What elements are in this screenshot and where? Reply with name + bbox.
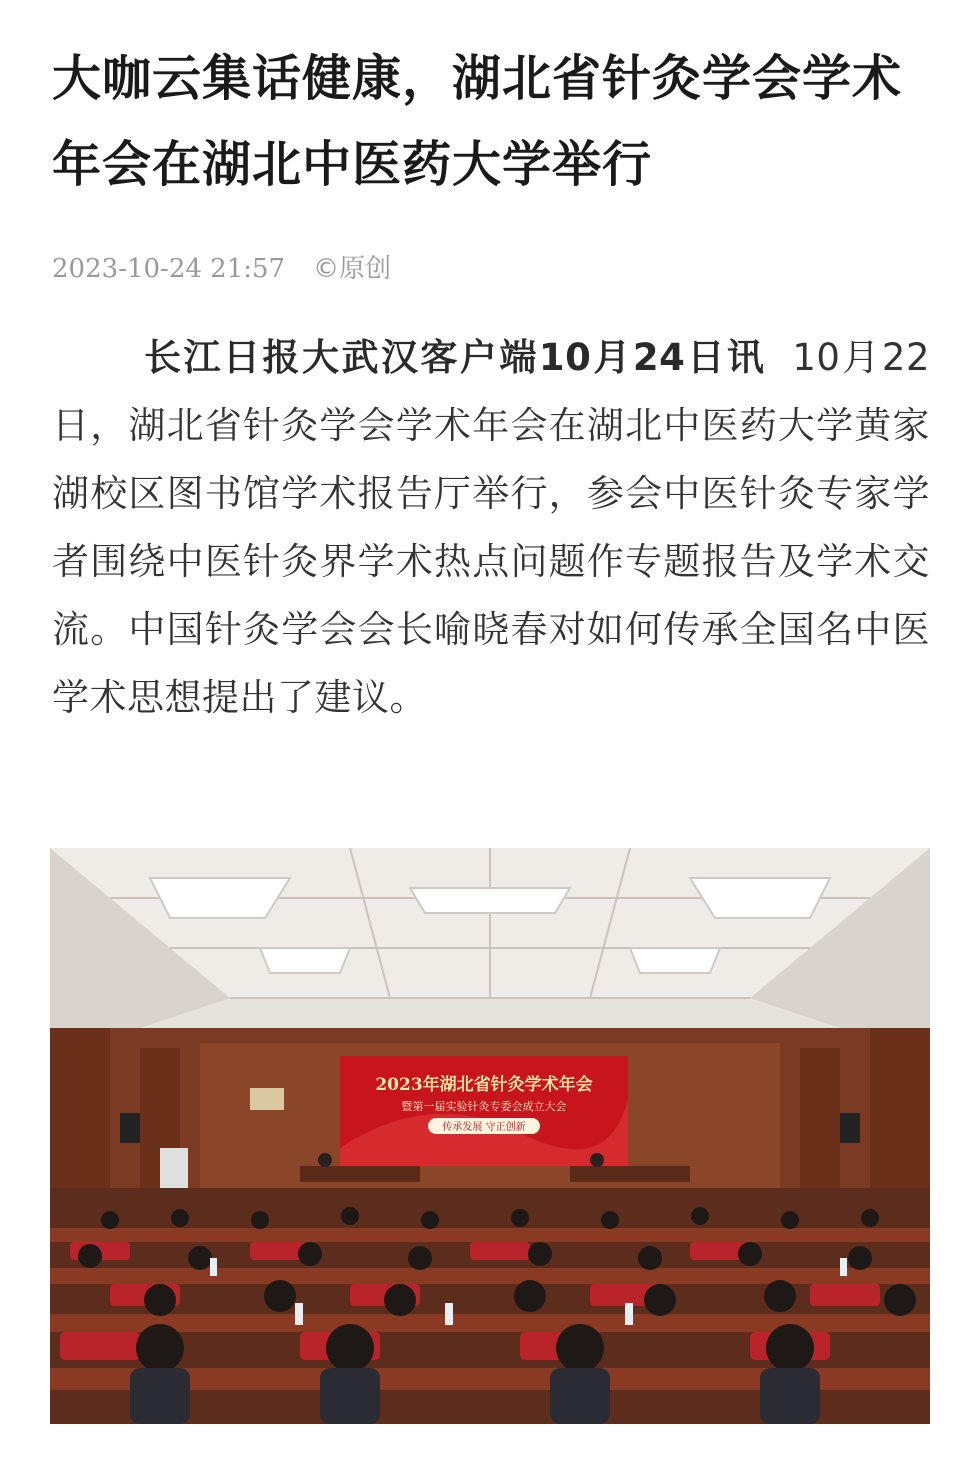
lead-body: 10月22日，湖北省针灸学会学术年会在湖北中医药大学黄家湖校区图书馆学术报告厅举行，参会中医针灸专家学者围绕中医针灸界学术热点问题作专题报告及学术交流。中国针灸学会会长喻晓春对如何传承全国名中医学术思想提出了建议。 <box>52 336 930 719</box>
lead-source: 长江日报大武汉客户端10月24日讯 <box>144 336 767 379</box>
conference-photo[interactable] <box>50 848 930 1424</box>
banner-slogan: 传承发展 守正创新 <box>442 1122 526 1133</box>
article-title: 大咖云集话健康，湖北省针灸学会学术年会在湖北中医药大学举行 <box>52 50 903 193</box>
conference-hall-image <box>50 848 930 1424</box>
banner-title: 2023年湖北省针灸学术年会 <box>375 1075 593 1095</box>
article-meta <box>52 252 930 286</box>
banner-subtitle: 暨第一届实验针灸专委会成立大会 <box>401 1100 567 1113</box>
original-tag: ©原创 <box>313 254 392 284</box>
publish-datetime: 2023-10-24 21:57 <box>52 254 286 284</box>
lead-paragraph <box>52 324 930 732</box>
article <box>52 0 930 769</box>
